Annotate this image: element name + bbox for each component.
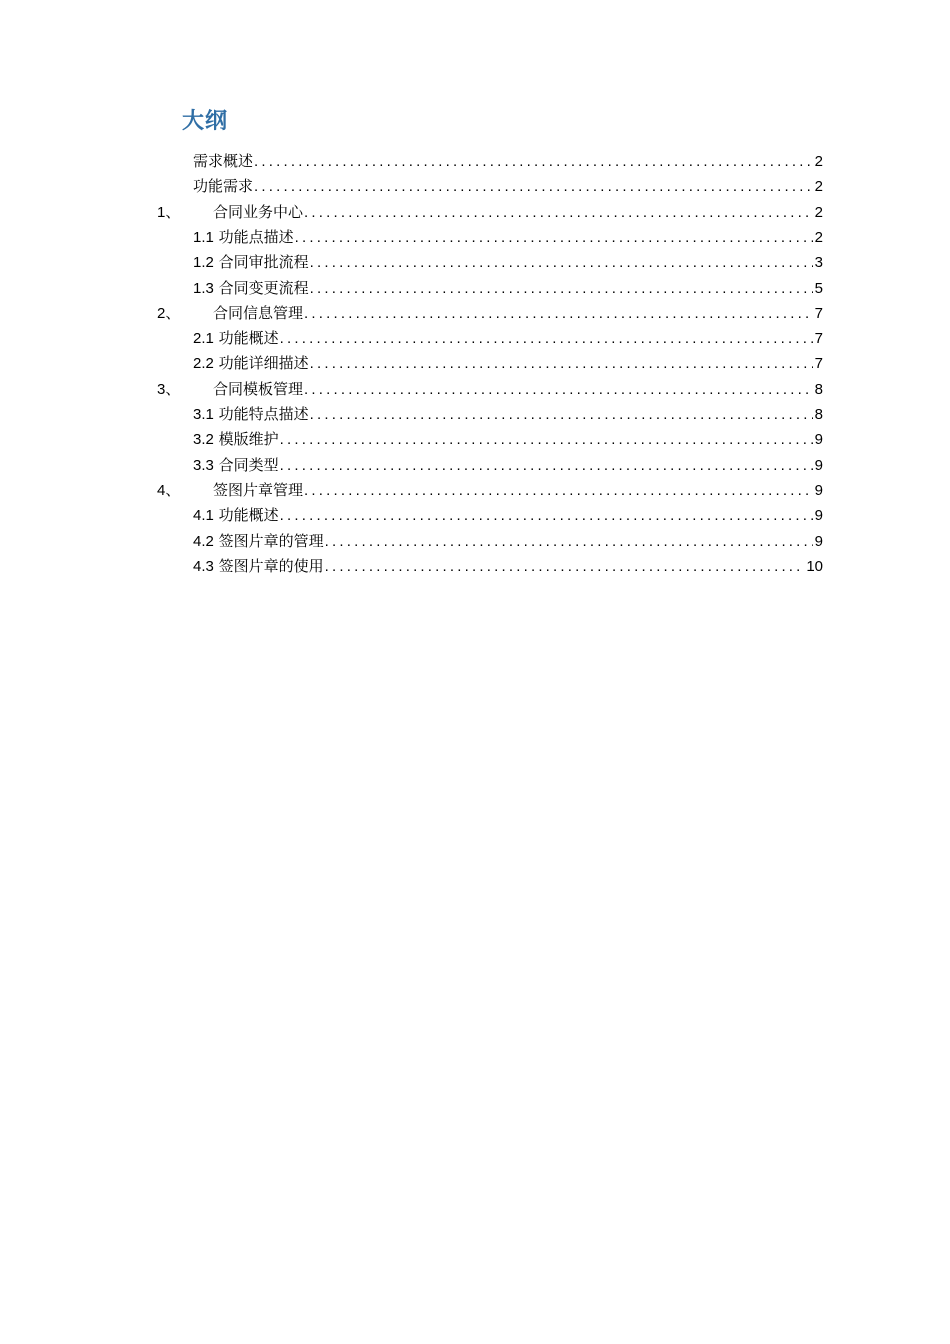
toc-entry-label: 签图片章的使用	[218, 556, 324, 575]
toc-entry-label: 功能详细描述	[218, 354, 309, 373]
toc-entry[interactable]	[0, 402, 950, 427]
toc-entry[interactable]	[0, 174, 950, 199]
toc-entry-line	[193, 402, 823, 427]
toc-entry-line	[193, 529, 823, 554]
toc-entry-page-number: 2	[814, 228, 823, 246]
toc-entry-label: 模版维护	[218, 430, 279, 449]
toc-dot-leader	[304, 301, 813, 326]
toc-dot-leader	[325, 554, 805, 579]
toc-entry-number: 1、	[157, 203, 181, 221]
toc-entry-label: 合同变更流程	[218, 278, 309, 297]
toc-entry-label: 合同审批流程	[218, 253, 309, 272]
toc-entry-section-number: 2.1	[193, 330, 214, 348]
toc-entry-line	[193, 453, 823, 478]
toc-entry-line	[193, 351, 823, 376]
toc-entry-text	[193, 554, 324, 579]
toc-entry-text	[193, 149, 253, 174]
toc-entry[interactable]	[0, 276, 950, 301]
outline-title: 大纲	[182, 109, 229, 134]
toc-entry-section-number: 1.2	[193, 254, 214, 272]
toc-entry[interactable]	[0, 326, 950, 351]
toc-entry[interactable]	[0, 225, 950, 250]
toc-entry-line	[193, 174, 823, 199]
toc-entry[interactable]	[0, 529, 950, 554]
toc-entry[interactable]	[0, 250, 950, 275]
toc-entry-label: 功能点描述	[218, 227, 294, 246]
toc-entry-text	[193, 427, 279, 452]
toc-entry-text	[193, 326, 279, 351]
toc-entry-line	[193, 250, 823, 275]
toc-entry-label: 功能概述	[218, 329, 279, 348]
toc-entry-line	[193, 149, 823, 174]
toc-entry-text	[193, 250, 309, 275]
toc-entry-page-number: 9	[814, 456, 823, 474]
toc-entry-line	[193, 225, 823, 250]
toc-entry-text	[193, 276, 309, 301]
toc-entry-section-number: 3.1	[193, 406, 214, 423]
toc-entry-number: 3、	[157, 380, 181, 398]
toc-entry-text	[193, 529, 324, 554]
toc-dot-leader	[304, 200, 813, 225]
toc-entry-page-number: 9	[814, 532, 823, 550]
toc-entry-line	[213, 377, 823, 402]
toc-entry-label: 合同类型	[218, 455, 279, 474]
toc-entry-label: 签图片章管理	[213, 480, 304, 499]
toc-entry[interactable]	[0, 301, 950, 326]
toc-entry-label: 签图片章的管理	[218, 531, 324, 550]
toc-entry-section-number: 4.2	[193, 532, 214, 550]
toc-entry-page-number: 9	[814, 431, 823, 449]
toc-entry-page-number: 2	[814, 178, 823, 196]
toc-dot-leader	[310, 250, 813, 275]
toc-entry-page-number: 2	[814, 203, 823, 221]
toc-entry-label: 合同信息管理	[213, 303, 304, 322]
toc-dot-leader	[280, 453, 813, 478]
toc-entry-page-number: 7	[814, 330, 823, 348]
toc-entry-section-number: 3.2	[193, 431, 214, 449]
toc-entry[interactable]	[0, 427, 950, 452]
toc-entry-page-number: 5	[814, 279, 823, 297]
toc-dot-leader	[280, 326, 813, 351]
toc-entry-section-number: 3.3	[193, 456, 214, 474]
toc-entry-text	[193, 402, 309, 427]
toc-entry-number: 4、	[157, 481, 181, 499]
toc-entry-page-number: 9	[814, 507, 823, 525]
toc-entry-text	[193, 225, 294, 250]
toc-dot-leader	[304, 478, 813, 503]
toc-entry-text	[193, 174, 253, 199]
toc-entry-text	[213, 200, 303, 225]
toc-entry-text	[193, 351, 309, 376]
toc-entry[interactable]	[0, 149, 950, 174]
toc-entry[interactable]	[0, 503, 950, 528]
toc-dot-leader	[310, 276, 813, 301]
toc-entry-text	[213, 478, 303, 503]
toc-entry-section-number: 4.1	[193, 507, 214, 525]
toc-dot-leader	[295, 225, 813, 250]
toc-entry-page-number: 8	[814, 380, 823, 398]
toc-entry-line	[193, 427, 823, 452]
toc-dot-leader	[280, 503, 813, 528]
toc-entry-line	[193, 503, 823, 528]
toc-dot-leader	[310, 351, 813, 376]
toc-entry-label: 需求概述	[193, 152, 254, 170]
toc-entry[interactable]	[0, 200, 950, 225]
toc-entry-page-number: 3	[814, 254, 823, 272]
toc-dot-leader	[304, 377, 813, 402]
toc-dot-leader	[254, 149, 813, 174]
toc-entry-page-number: 2	[814, 153, 823, 170]
toc-dot-leader	[325, 529, 813, 554]
toc-entry-label: 合同模板管理	[213, 379, 304, 398]
toc-entry-line	[193, 276, 823, 301]
toc-entry-line	[213, 478, 823, 503]
toc-entry-line	[193, 554, 823, 579]
toc-entry-line	[213, 301, 823, 326]
toc-entry-section-number: 1.1	[193, 228, 214, 246]
toc-entry-page-number: 9	[814, 481, 823, 499]
toc-entry[interactable]	[0, 453, 950, 478]
toc-entry-text	[213, 301, 303, 326]
toc-entry-line	[193, 326, 823, 351]
toc-entry[interactable]	[0, 554, 950, 579]
toc-entry-section-number: 2.2	[193, 355, 214, 373]
toc-dot-leader	[310, 402, 813, 427]
toc-entry-section-number: 4.3	[193, 557, 214, 575]
toc-entry-label: 功能概述	[218, 506, 279, 525]
toc-dot-leader	[280, 427, 813, 452]
toc-entry-label: 功能特点描述	[218, 405, 309, 423]
toc-entry-page-number: 7	[814, 304, 823, 322]
toc-entry-label: 合同业务中心	[213, 202, 304, 221]
toc-entry-label: 功能需求	[193, 177, 254, 196]
toc-entry-page-number: 10	[806, 557, 823, 575]
toc-entry-page-number: 8	[814, 406, 823, 423]
toc-entry-text	[193, 503, 279, 528]
toc-entry-text	[213, 377, 303, 402]
toc-entry-number: 2、	[157, 304, 181, 322]
toc-entry[interactable]	[0, 377, 950, 402]
toc-entry-section-number: 1.3	[193, 279, 214, 297]
toc-entry-text	[193, 453, 279, 478]
toc-entry-line	[213, 200, 823, 225]
toc-entry[interactable]	[0, 351, 950, 376]
toc-dot-leader	[254, 174, 813, 199]
toc-entry-page-number: 7	[814, 355, 823, 373]
toc-entry[interactable]	[0, 478, 950, 503]
